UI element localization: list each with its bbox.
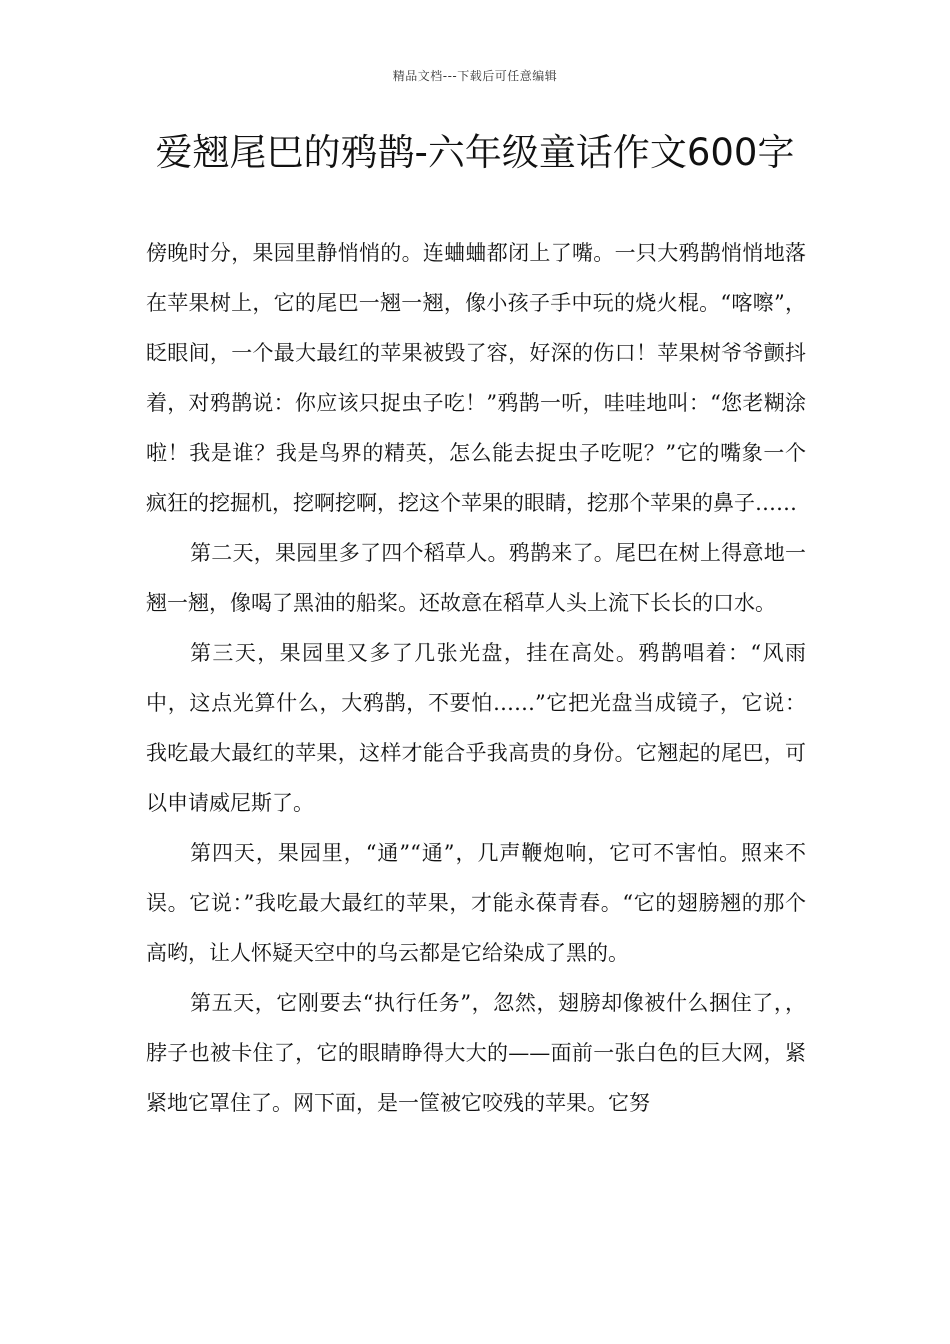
- header-note: 精品文档---下载后可任意编辑: [392, 69, 558, 83]
- paragraph-2: 第二天，果园里多了四个稻草人。鸦鹊来了。尾巴在树上得意地一翘一翘，像喝了黑油的船桨。还故意在稻草人头上流下长长的口水。: [146, 541, 806, 615]
- paragraph-3: 第三天，果园里又多了几张光盘，挂在高处。鸦鹊唱着：“风雨中，这点光算什么，大鸦鹊，不要怕……”它把光盘当成镜子，它说：我吃最大最红的苹果，这样才能合乎我高贵的身份。它翘起的尾巴，可以申请威尼斯了。: [146, 641, 806, 815]
- paragraph-5: 第五天，它刚要去“执行任务”，忽然，翅膀却像被什么捆住了，，脖子也被卡住了，它的眼睛睁得大大的——面前一张白色的巨大网，紧紧地它罩住了。网下面，是一筐被它咬残的苹果。它努: [146, 991, 806, 1115]
- document-title: 爱翘尾巴的鸦鹊-六年级童话作文600字: [155, 131, 795, 174]
- paragraph-1: 傍晚时分，果园里静悄悄的。连蛐蛐都闭上了嘴。一只大鸦鹊悄悄地落在苹果树上，它的尾巴一翘一翘，像小孩子手中玩的烧火棍。“喀嚓”，眨眼间，一个最大最红的苹果被毁了容，好深的伤口！苹果树爷爷颤抖着，对鸦鹊说：你应该只捉虫子吃！”鸦鹊一听，哇哇地叫：“您老糊涂啦！我是谁？我是鸟界的精英，怎么能去捉虫子吃呢？”它的嘴象一个疯狂的挖掘机，挖啊挖啊，挖这个苹果的眼睛，挖那个苹果的鼻子……: [146, 241, 806, 515]
- paragraph-4: 第四天，果园里，“通”“通”，几声鞭炮响，它可不害怕。照来不误。它说：”我吃最大最红的苹果，才能永葆青春。“它的翅膀翘的那个高哟，让人怀疑天空中的乌云都是它给染成了黑的。: [146, 841, 806, 965]
- document-body: [146, 228, 806, 1128]
